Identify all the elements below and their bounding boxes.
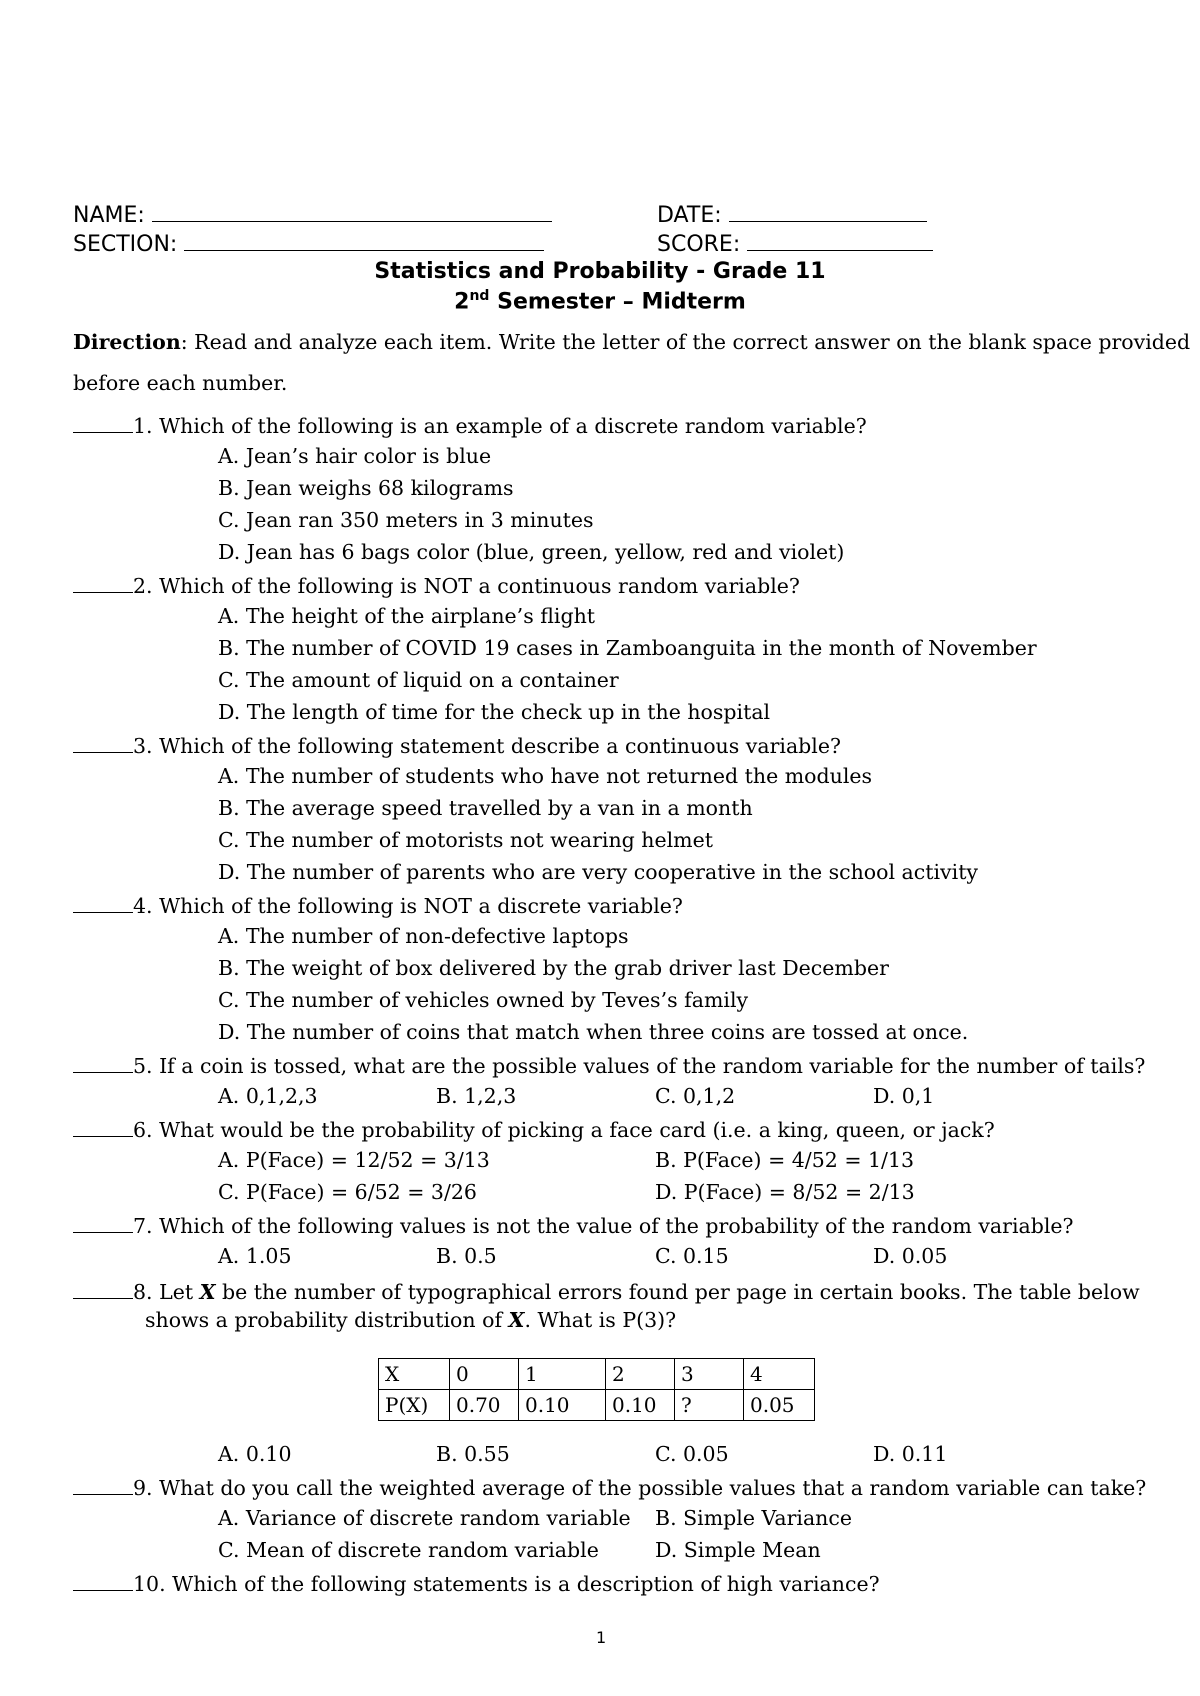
- score-field: [657, 230, 933, 257]
- page-number: 1: [596, 1628, 607, 1647]
- question-4: [73, 894, 683, 917]
- name-label: NAME:: [73, 203, 145, 228]
- choice-6c: C. P(Face) = 6/52 = 3/26: [218, 1180, 477, 1204]
- section-field: [73, 230, 544, 257]
- choice-7b: B. 0.5: [436, 1244, 497, 1268]
- name-field: [73, 201, 552, 228]
- question-number: 3.: [133, 734, 153, 758]
- page-subtitle: [0, 288, 1200, 314]
- table-row: [379, 1390, 815, 1421]
- choice-2a: A. The height of the airplane’s flight: [218, 604, 596, 628]
- choice-7c: C. 0.15: [655, 1244, 729, 1268]
- choice-3b: B. The average speed travelled by a van in a month: [218, 796, 753, 820]
- answer-blank-9[interactable]: [73, 1476, 133, 1495]
- table-cell: 1: [519, 1359, 606, 1390]
- direction-text: : Read and analyze each item. Write the letter of the correct answer on the blank space provided: [180, 330, 1191, 354]
- choice-5b: B. 1,2,3: [436, 1084, 517, 1108]
- table-cell: ?: [675, 1390, 744, 1421]
- subtitle-number: 2: [454, 289, 470, 315]
- table-cell: 0.10: [519, 1390, 606, 1421]
- choice-5d: D. 0,1: [873, 1084, 935, 1108]
- direction-line-1: [73, 332, 1190, 353]
- question-cont-a: shows a probability distribution of: [145, 1308, 509, 1332]
- choice-1c: C. Jean ran 350 meters in 3 minutes: [218, 508, 594, 532]
- choice-4c: C. The number of vehicles owned by Teves’s family: [218, 988, 749, 1012]
- question-text-b: be the number of typographical errors found per page in certain books. The table below: [215, 1280, 1140, 1304]
- question-10: [73, 1572, 880, 1595]
- question-text: Which of the following statement describe a continuous variable?: [152, 734, 841, 758]
- question-text-a: Let: [152, 1280, 200, 1304]
- question-cont-b: . What is P(3)?: [524, 1308, 677, 1332]
- question-number: 8.: [133, 1280, 153, 1304]
- table-cell: 0.70: [450, 1390, 519, 1421]
- date-blank[interactable]: [729, 201, 927, 222]
- section-label: SECTION:: [73, 232, 178, 257]
- choice-9b: B. Simple Variance: [655, 1506, 853, 1530]
- question-number: 7.: [133, 1214, 153, 1238]
- answer-blank-2[interactable]: [73, 574, 133, 593]
- question-8: [73, 1280, 1140, 1303]
- name-blank[interactable]: [152, 201, 552, 222]
- question-text: Which of the following is NOT a continuous random variable?: [152, 574, 800, 598]
- choice-1b: B. Jean weighs 68 kilograms: [218, 476, 514, 500]
- question-text: What do you call the weighted average of the possible values that a random variable can take?: [152, 1476, 1147, 1500]
- choice-4d: D. The number of coins that match when three coins are tossed at once.: [218, 1020, 969, 1044]
- score-label: SCORE:: [657, 232, 741, 257]
- question-number: 9.: [133, 1476, 153, 1500]
- choice-1a: A. Jean’s hair color is blue: [218, 444, 492, 468]
- choice-9d: D. Simple Mean: [655, 1538, 821, 1562]
- page-title: Statistics and Probability - Grade 11: [374, 259, 826, 284]
- question-text: If a coin is tossed, what are the possible values of the random variable for the number of tails?: [152, 1054, 1146, 1078]
- answer-blank-10[interactable]: [73, 1572, 133, 1591]
- section-blank[interactable]: [184, 230, 544, 251]
- question-number: 4.: [133, 894, 153, 918]
- probability-table: [378, 1358, 815, 1421]
- answer-blank-5[interactable]: [73, 1054, 133, 1073]
- table-row: [379, 1359, 815, 1390]
- choice-6b: B. P(Face) = 4/52 = 1/13: [655, 1148, 915, 1172]
- question-number: 1.: [133, 414, 153, 438]
- date-field: [657, 201, 927, 228]
- choice-8d: D. 0.11: [873, 1442, 948, 1466]
- question-7: [73, 1214, 1074, 1237]
- choice-8c: C. 0.05: [655, 1442, 729, 1466]
- answer-blank-4[interactable]: [73, 894, 133, 913]
- answer-blank-6[interactable]: [73, 1118, 133, 1137]
- table-cell: 0.05: [744, 1390, 815, 1421]
- subtitle-superscript: nd: [469, 288, 490, 304]
- question-number: 10.: [133, 1572, 166, 1596]
- direction-line-2: before each number.: [73, 371, 288, 395]
- answer-blank-8[interactable]: [73, 1280, 133, 1299]
- choice-2d: D. The length of time for the check up in the hospital: [218, 700, 771, 724]
- question-text: Which of the following statements is a description of high variance?: [165, 1572, 880, 1596]
- question-text: Which of the following values is not the value of the probability of the random variable?: [152, 1214, 1074, 1238]
- choice-8b: B. 0.55: [436, 1442, 510, 1466]
- question-number: 6.: [133, 1118, 153, 1142]
- answer-blank-1[interactable]: [73, 414, 133, 433]
- date-label: DATE:: [657, 203, 722, 228]
- table-cell: 2: [606, 1359, 675, 1390]
- choice-2c: C. The amount of liquid on a container: [218, 668, 619, 692]
- choice-4a: A. The number of non-defective laptops: [218, 924, 629, 948]
- choice-2b: B. The number of COVID 19 cases in Zamboanguita in the month of November: [218, 636, 1037, 660]
- question-1: [73, 414, 867, 437]
- table-cell: 0.10: [606, 1390, 675, 1421]
- choice-3a: A. The number of students who have not returned the modules: [218, 764, 873, 788]
- question-text: Which of the following is an example of a discrete random variable?: [152, 414, 867, 438]
- table-cell: X: [379, 1359, 450, 1390]
- question-number: 5.: [133, 1054, 153, 1078]
- table-cell: 0: [450, 1359, 519, 1390]
- choice-7a: A. 1.05: [218, 1244, 292, 1268]
- choice-8a: A. 0.10: [218, 1442, 292, 1466]
- question-number: 2.: [133, 574, 153, 598]
- answer-blank-7[interactable]: [73, 1214, 133, 1233]
- question-text: Which of the following is NOT a discrete variable?: [152, 894, 683, 918]
- question-6: [73, 1118, 995, 1141]
- question-8-continued: [145, 1310, 676, 1331]
- question-9: [73, 1476, 1146, 1499]
- subtitle-rest: Semester – Midterm: [489, 289, 746, 315]
- table-cell: P(X): [379, 1390, 450, 1421]
- table-cell: 3: [675, 1359, 744, 1390]
- variable-x: X: [199, 1280, 216, 1304]
- question-2: [73, 574, 800, 597]
- score-blank[interactable]: [747, 230, 933, 251]
- choice-4b: B. The weight of box delivered by the grab driver last December: [218, 956, 889, 980]
- choice-9c: C. Mean of discrete random variable: [218, 1538, 599, 1562]
- choice-7d: D. 0.05: [873, 1244, 948, 1268]
- answer-blank-3[interactable]: [73, 734, 133, 753]
- variable-x: X: [508, 1308, 525, 1332]
- direction-label: Direction: [73, 330, 181, 354]
- choice-1d: D. Jean has 6 bags color (blue, green, yellow, red and violet): [218, 540, 845, 564]
- choice-9a: A. Variance of discrete random variable: [218, 1506, 631, 1530]
- choice-3c: C. The number of motorists not wearing helmet: [218, 828, 713, 852]
- question-5: [73, 1054, 1145, 1077]
- question-3: [73, 734, 841, 757]
- choice-6a: A. P(Face) = 12/52 = 3/13: [218, 1148, 490, 1172]
- choice-5a: A. 0,1,2,3: [218, 1084, 318, 1108]
- choice-3d: D. The number of parents who are very cooperative in the school activity: [218, 860, 979, 884]
- question-text: What would be the probability of picking a face card (i.e. a king, queen, or jack?: [152, 1118, 995, 1142]
- choice-6d: D. P(Face) = 8/52 = 2/13: [655, 1180, 915, 1204]
- table-cell: 4: [744, 1359, 815, 1390]
- choice-5c: C. 0,1,2: [655, 1084, 736, 1108]
